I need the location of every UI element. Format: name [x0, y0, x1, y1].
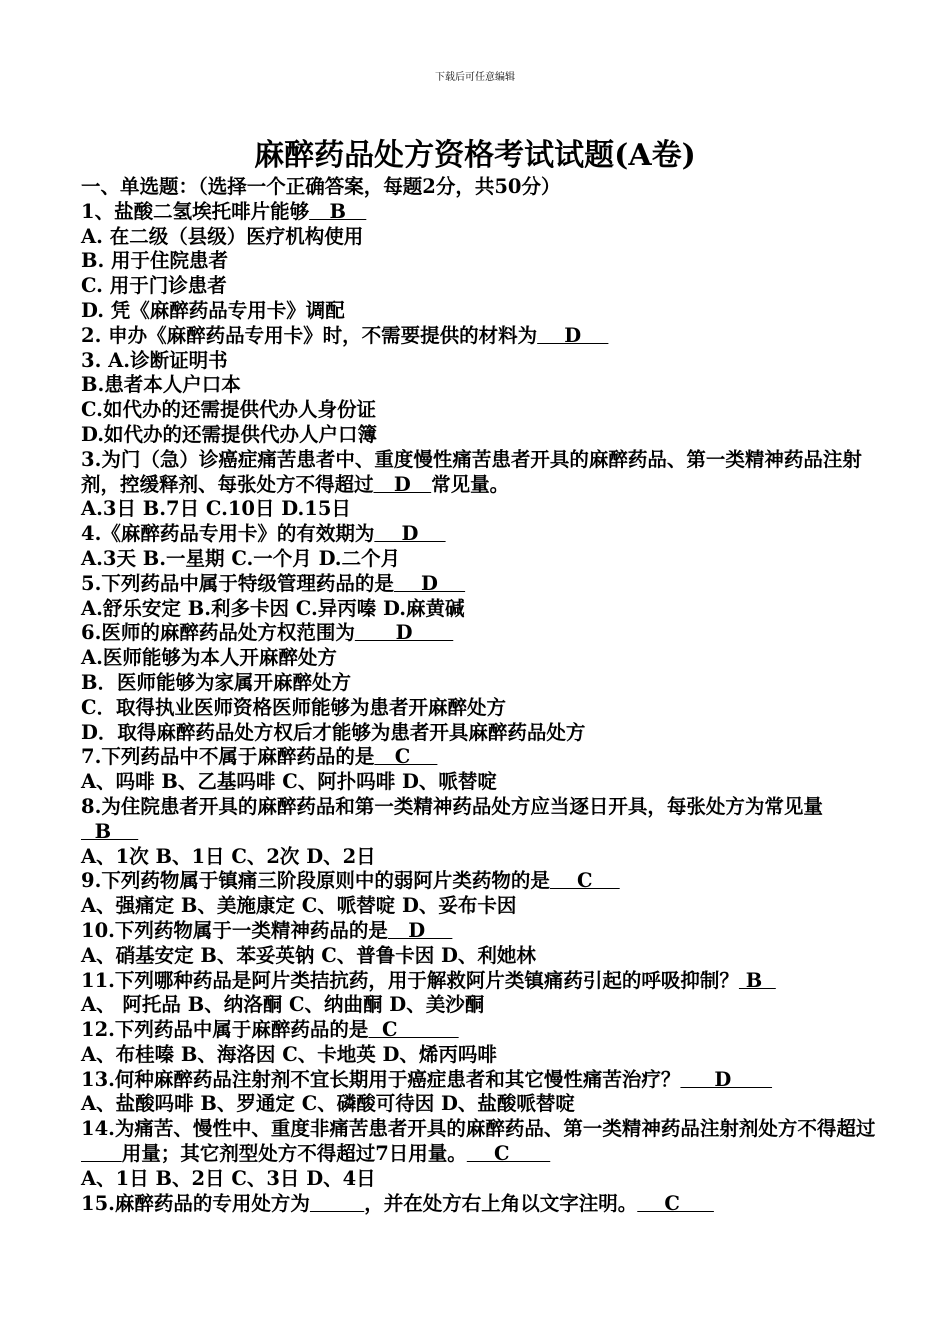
line-text-continued: 常见量。	[431, 472, 510, 496]
text-line	[81, 770, 876, 795]
answer-blank: C	[637, 1191, 714, 1215]
line-text: B. 用于住院患者	[81, 249, 229, 273]
line-text: 3.为门（急）诊癌症痛苦患者中、重度慢性痛苦患者开具的麻醉药品、第一类精神药品注射剂，控缓释剂、每张处方不得超过	[81, 447, 862, 496]
question-list	[81, 175, 876, 1216]
answer-blank: B	[81, 819, 139, 843]
text-line	[81, 225, 876, 250]
line-text: 8.为住院患者开具的麻醉药品和第一类精神药品处方应当逐日开具，每张处方为常见量	[81, 794, 823, 818]
answer-blank: B	[738, 968, 776, 992]
line-text: A、盐酸吗啡 B、罗通定 C、磷酸可待因 D、盐酸哌替啶	[81, 1092, 575, 1116]
line-text-continued: 用量；其它剂型处方不得超过7日用量。	[121, 1142, 467, 1166]
text-line	[81, 349, 876, 374]
line-text: 14.为痛苦、慢性中、重度非痛苦患者开具的麻醉药品、第一类精神药品注射剂处方不得超过	[81, 1117, 876, 1141]
line-text: A、1日 B、2日 C、3日 D、4日	[81, 1166, 376, 1190]
line-text: A、强痛定 B、美施康定 C、哌替啶 D、妥布卡因	[81, 894, 517, 918]
line-text: 12.下列药品中属于麻醉药品的是	[81, 1018, 369, 1042]
text-line	[81, 175, 876, 200]
text-line	[81, 200, 876, 225]
answer-blank	[310, 1192, 364, 1215]
line-text-continued: ，并在处方右上角以文字注明。	[364, 1191, 638, 1215]
answer-blank: B	[309, 199, 367, 223]
text-line	[81, 1167, 876, 1192]
answer-blank: D	[373, 472, 432, 496]
answer-blank: D	[393, 571, 466, 595]
line-text: 7.下列药品中不属于麻醉药品的是	[81, 745, 375, 769]
text-line	[81, 745, 876, 770]
line-text: A、布桂嗪 B、海洛因 C、卡地英 D、烯丙吗啡	[81, 1042, 497, 1066]
answer-blank: D	[374, 522, 446, 546]
text-line	[81, 721, 876, 746]
line-text: 10.下列药物属于一类精神药品的是	[81, 918, 388, 942]
text-line	[81, 299, 876, 324]
line-text: B.患者本人户口本	[81, 373, 241, 397]
text-line	[81, 398, 876, 423]
line-text: A、硝基安定 B、苯妥英钠 C、普鲁卡因 D、利她林	[81, 943, 536, 967]
text-line	[81, 993, 876, 1018]
line-text: A、 阿托品 B、纳洛酮 C、纳曲酮 D、美沙酮	[81, 993, 485, 1017]
text-line	[81, 1092, 876, 1117]
line-text: 一、单选题：（选择一个正确答案，每题2分，共50分）	[81, 175, 561, 198]
line-text: A.舒乐安定 B.利多卡因 C.异丙嗪 D.麻黄碱	[81, 596, 465, 620]
text-line	[81, 696, 876, 721]
answer-blank: D	[537, 323, 609, 347]
line-text: 13.何种麻醉药品注射剂不宜长期用于癌症患者和其它慢性痛苦治疗？	[81, 1067, 681, 1091]
text-line	[81, 919, 876, 944]
text-line	[81, 869, 876, 894]
line-text: D．取得麻醉药品处方权后才能够为患者开具麻醉药品处方	[81, 720, 586, 744]
line-text: D. 凭《麻醉药品专用卡》调配	[81, 298, 345, 322]
line-text: 9.下列药物属于镇痛三阶段原则中的弱阿片类药物的是	[81, 869, 550, 893]
line-text: 4.《麻醉药品专用卡》的有效期为	[81, 522, 375, 546]
line-text: C. 用于门诊患者	[81, 274, 227, 298]
line-text: D.如代办的还需提供代办人户口簿	[81, 422, 378, 446]
line-text: 1、盐酸二氢埃托啡片能够	[81, 199, 310, 223]
text-line	[81, 497, 876, 522]
text-line	[81, 274, 876, 299]
answer-blank: D	[680, 1067, 773, 1091]
text-line	[81, 522, 876, 547]
line-text: A.3日 B.7日 C.10日 D.15日	[81, 497, 351, 521]
text-line	[81, 646, 876, 671]
line-text: 5.下列药品中属于特级管理药品的是	[81, 571, 394, 595]
text-line	[81, 1043, 876, 1068]
answer-blank: C	[549, 869, 620, 893]
line-text: A.3天 B.一星期 C.一个月 D.二个月	[81, 546, 401, 570]
text-line	[81, 423, 876, 448]
text-line	[81, 373, 876, 398]
line-text: 11.下列哪种药品是阿片类拮抗药，用于解救阿片类镇痛药引起的呼吸抑制？	[81, 968, 739, 992]
line-text: A.医师能够为本人开麻醉处方	[81, 646, 337, 670]
text-line	[81, 894, 876, 919]
text-line	[81, 448, 876, 498]
text-line	[81, 1117, 876, 1167]
text-line	[81, 324, 876, 349]
answer-blank: D	[387, 918, 453, 942]
text-line	[81, 944, 876, 969]
line-text: A、1次 B、1日 C、2次 D、2日	[81, 844, 376, 868]
text-line	[81, 249, 876, 274]
text-line	[81, 1018, 876, 1043]
line-text: 6.医师的麻醉药品处方权范围为	[81, 621, 355, 645]
answer-blank: C	[374, 745, 438, 769]
answer-blank: C	[466, 1142, 551, 1166]
answer-blank	[81, 1142, 122, 1165]
line-text: C.如代办的还需提供代办人身份证	[81, 398, 376, 422]
answer-blank: C	[368, 1018, 459, 1042]
text-line	[81, 597, 876, 622]
line-text: B．医师能够为家属开麻醉处方	[81, 670, 351, 694]
page-title: 麻醉药品处方资格考试试题(A卷)	[254, 138, 696, 173]
line-text: A、吗啡 B、乙基吗啡 C、阿扑吗啡 D、哌替啶	[81, 770, 497, 794]
text-line	[81, 1192, 876, 1217]
line-text: 15.麻醉药品的专用处方为	[81, 1191, 310, 1215]
text-line	[81, 671, 876, 696]
line-text: 2. 申办《麻醉药品专用卡》时，不需要提供的材料为	[81, 323, 538, 347]
line-text: C．取得执业医师资格医师能够为患者开麻醉处方	[81, 695, 507, 719]
text-line	[81, 1068, 876, 1093]
header-note: 下载后可任意编辑	[435, 72, 515, 83]
text-line	[81, 547, 876, 572]
text-line	[81, 572, 876, 597]
text-line	[81, 795, 876, 845]
text-line	[81, 621, 876, 646]
line-text: 3. A.诊断证明书	[81, 348, 228, 372]
text-line	[81, 845, 876, 870]
answer-blank: D	[354, 621, 454, 645]
text-line	[81, 969, 876, 994]
line-text: A. 在二级（县级）医疗机构使用	[81, 224, 364, 248]
